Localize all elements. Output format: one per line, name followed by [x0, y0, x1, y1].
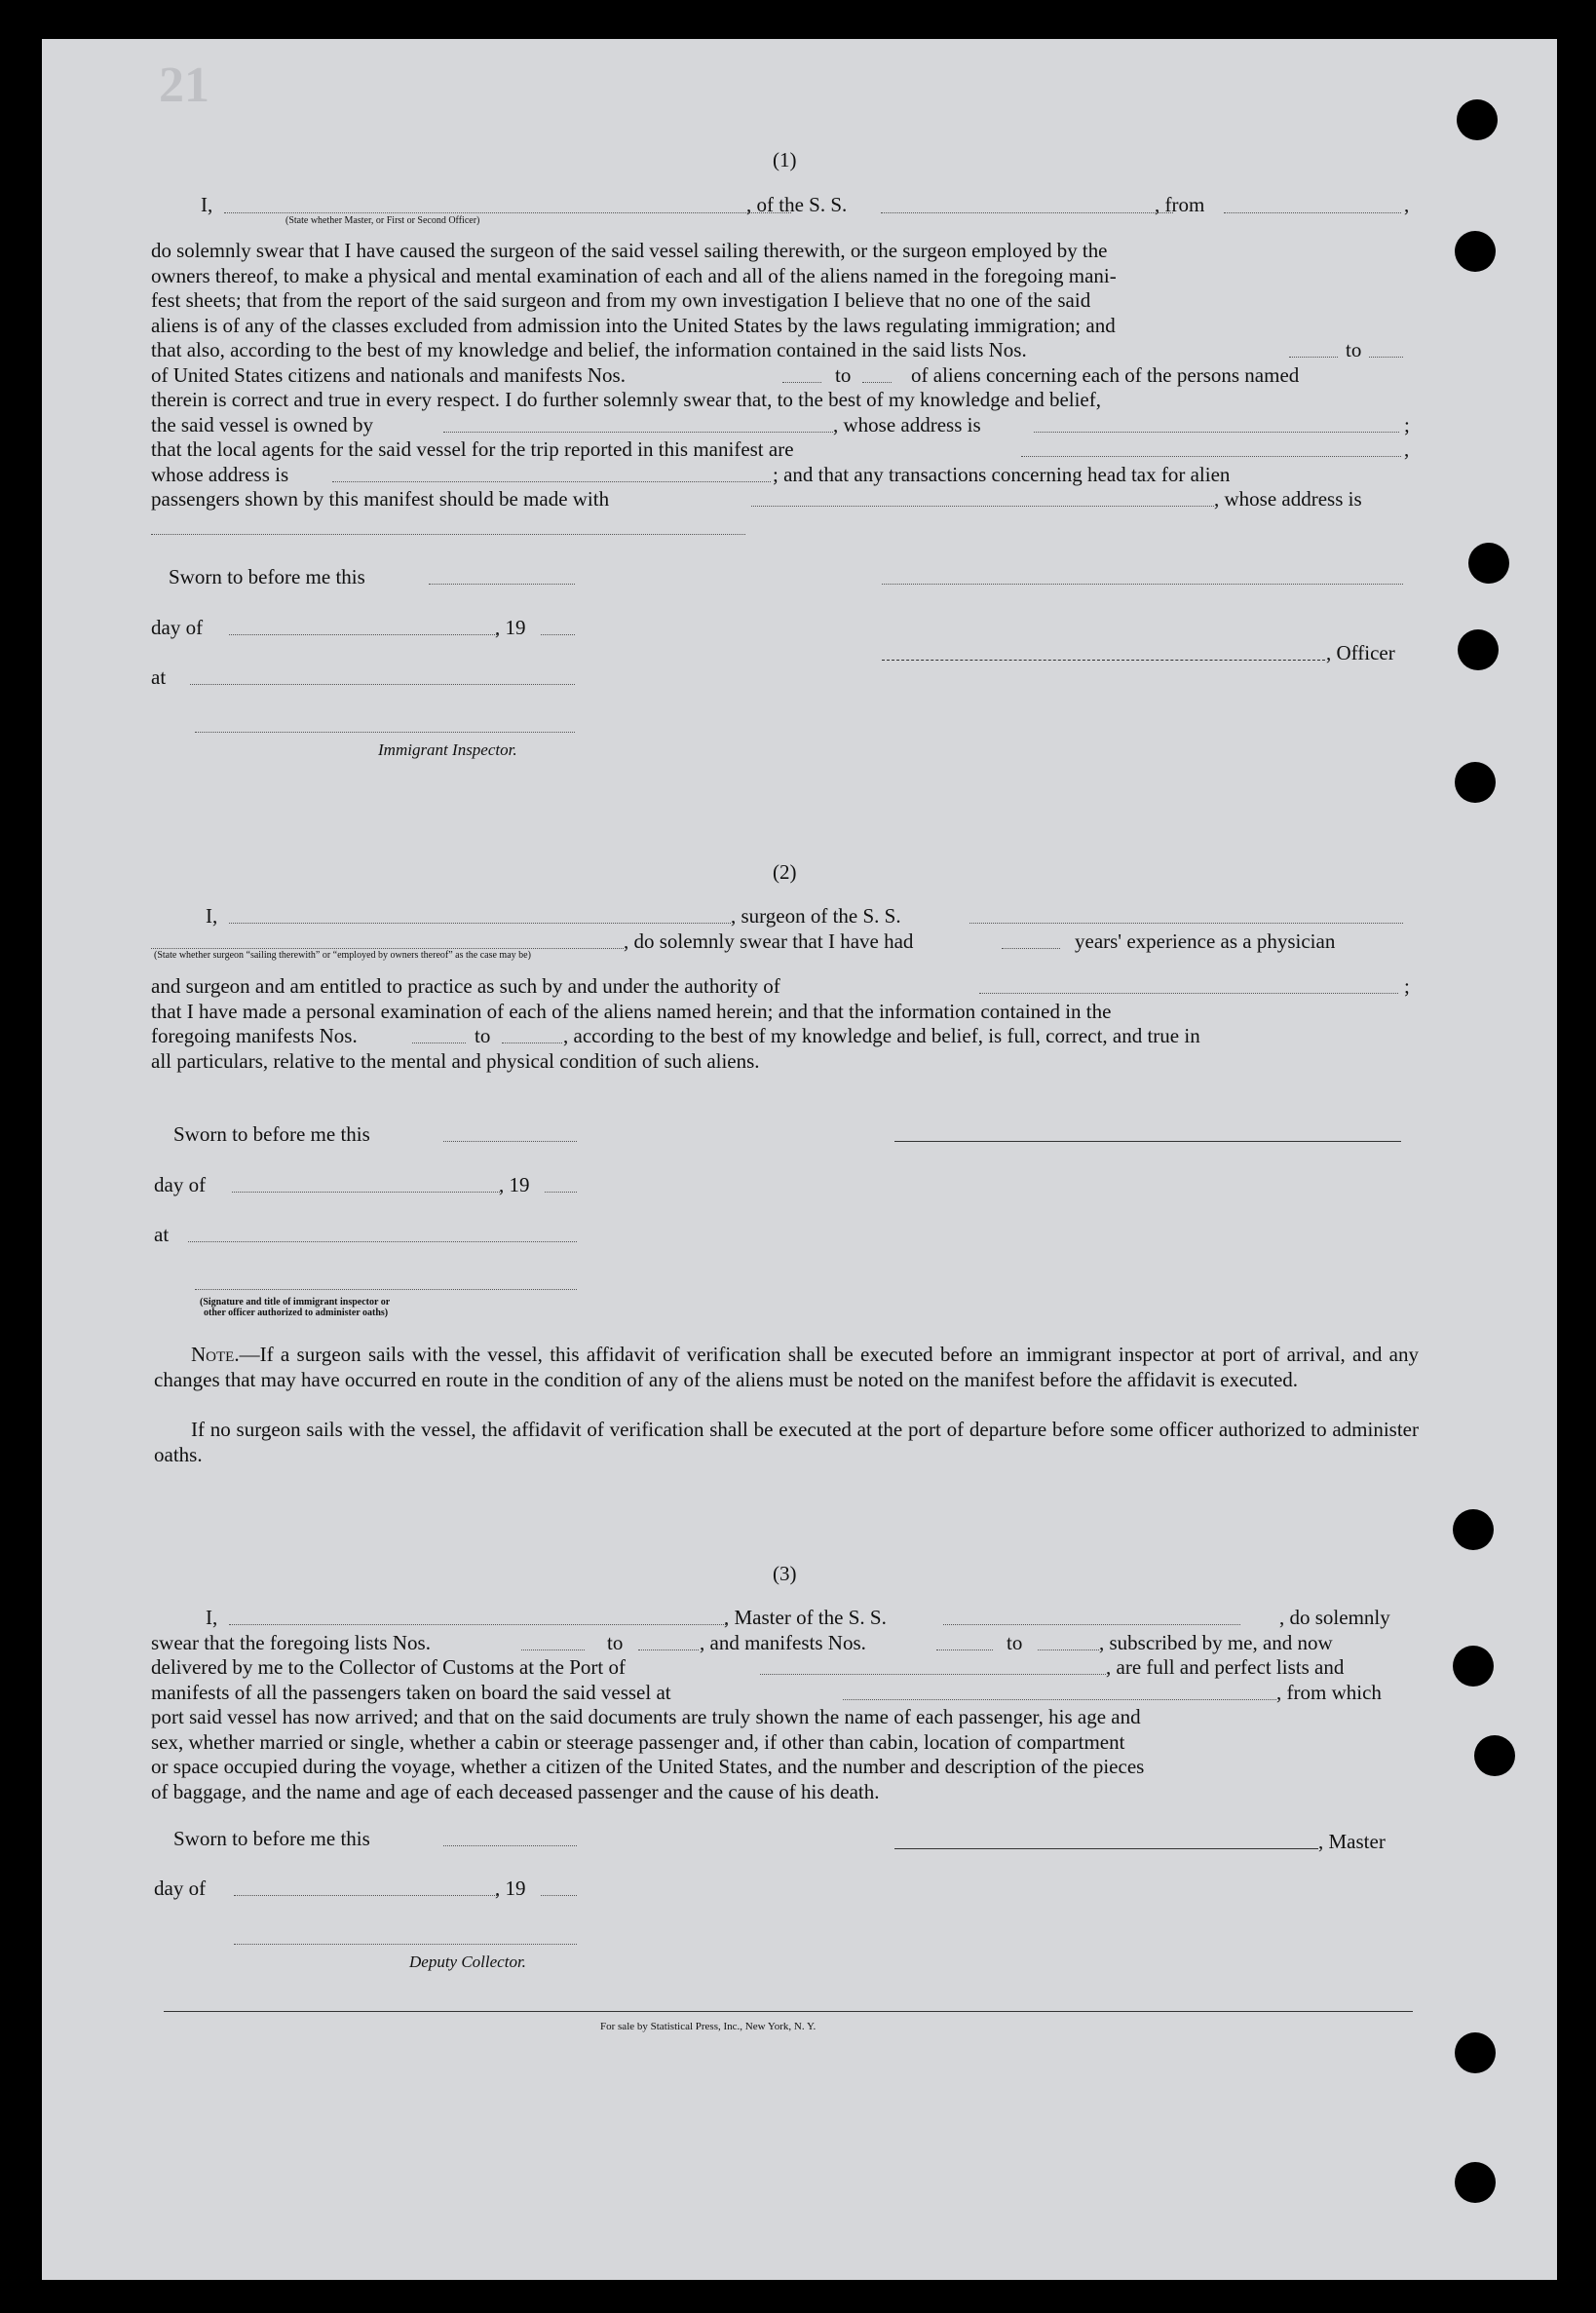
sec2-year-field[interactable] — [545, 1192, 577, 1193]
sec3-line2a: swear that the foregoing lists Nos. — [151, 1631, 431, 1654]
sec1-sworn: Sworn to before me this — [169, 565, 365, 588]
punch-hole — [1474, 1735, 1515, 1776]
sec3-master: , Master — [1318, 1830, 1386, 1853]
sec3-do-solemnly: , do solemnly — [1279, 1606, 1390, 1629]
sec2-surgeon-of: , surgeon of the S. S. — [731, 904, 901, 928]
punch-hole — [1453, 1509, 1494, 1550]
sec2-sworn: Sworn to before me this — [173, 1122, 370, 1146]
sec2-sig-note-1: (Signature and title of immigrant inspector or — [200, 1297, 391, 1308]
sec3-master-of: , Master of the S. S. — [724, 1606, 887, 1629]
sec3-manifests-to-field[interactable] — [1038, 1649, 1099, 1650]
sec2-officer-signature-line[interactable] — [195, 1289, 577, 1290]
manifests-from-field[interactable] — [782, 382, 821, 383]
sec3-line4b: , from which — [1276, 1681, 1382, 1704]
sec2-sig-note-2: other officer authorized to administer oaths) — [204, 1308, 389, 1318]
lists-from-field[interactable] — [1289, 357, 1338, 358]
sec2-sworn-date-field[interactable] — [443, 1141, 577, 1142]
sec2-vessel-field[interactable] — [969, 923, 1403, 924]
sec2-swear-had: , do solemnly swear that I have had — [624, 929, 914, 953]
sec1-line8a: the said vessel is owned by — [151, 413, 374, 436]
sec1-day-field[interactable] — [229, 634, 497, 635]
note-paragraph-2: If no surgeon sails with the vessel, the affidavit of verification shall be executed at the port of departure before some officer authorized to administer oaths. — [154, 1418, 1419, 1466]
sec3-sworn: Sworn to before me this — [173, 1827, 370, 1850]
master-name-field[interactable] — [224, 212, 791, 213]
sec1-at: at — [151, 665, 167, 689]
section-2-number: (2) — [773, 860, 797, 884]
sec1-line1: do solemnly swear that I have caused the surgeon of the said vessel sailing therewith, or the surgeon employed by the — [151, 239, 1108, 262]
local-agents-field[interactable] — [1021, 456, 1401, 457]
practice-authority-field[interactable] — [979, 993, 1398, 994]
sec2-place-field[interactable] — [188, 1241, 577, 1242]
sec3-line2d: to — [1007, 1631, 1023, 1654]
punch-hole — [1455, 762, 1496, 803]
sec3-line6: sex, whether married or single, whether a cabin or steerage passenger and, if other than cabin, location of compartment — [151, 1730, 1125, 1754]
punch-hole — [1457, 99, 1498, 140]
sec3-line8: of baggage, and the name and age of each deceased passenger and the cause of his death. — [151, 1780, 880, 1803]
sec1-inspector: Immigrant Inspector. — [378, 740, 517, 759]
sec1-i: I, — [201, 193, 213, 216]
sec2-day-of: day of — [154, 1173, 207, 1196]
sec1-line2: owners thereof, to make a physical and mental examination of each and all of the aliens named in the foregoing mani- — [151, 264, 1117, 287]
agents-address-field[interactable] — [332, 481, 771, 482]
punch-hole — [1455, 2032, 1496, 2073]
sec2-line6: all particulars, relative to the mental and physical condition of such aliens. — [151, 1049, 760, 1073]
sec1-line4: aliens is of any of the classes excluded from admission into the United States by the laws regulating immigration; and — [151, 314, 1116, 337]
note-text-1: —If a surgeon sails with the vessel, this affidavit of verification shall be executed before an immigrant inspector at port of arrival, and any changes that may have occurred en route in the condition of any of the aliens must be noted on the manifest before the affidavit is executed. — [154, 1343, 1419, 1391]
surgeon-status-field[interactable] — [151, 948, 624, 949]
sec1-line8c: ; — [1404, 413, 1410, 436]
sec2-state-note: (State whether surgeon “sailing therewith” or “employed by owners thereof” as the case may be) — [154, 950, 531, 961]
note-paragraph-1 — [154, 1343, 1419, 1392]
sec1-line8b: , whose address is — [833, 413, 981, 436]
sec1-place-field[interactable] — [190, 684, 575, 685]
sec1-line7: therein is correct and true in every respect. I do further solemnly swear that, to the best of my knowledge and belief, — [151, 388, 1101, 411]
sec2-i: I, — [206, 904, 218, 928]
corner-mark: 21 — [159, 57, 209, 113]
sec3-vessel-field[interactable] — [943, 1624, 1240, 1625]
sec1-state-note: (State whether Master, or First or Second Officer) — [285, 215, 480, 226]
punch-hole — [1453, 1646, 1494, 1687]
punch-hole — [1455, 2162, 1496, 2203]
sec3-lists-to-field[interactable] — [638, 1649, 699, 1650]
collector-port-field[interactable] — [760, 1674, 1106, 1675]
sec1-line6c: of aliens concerning each of the persons named — [911, 363, 1300, 387]
sec3-line4a: manifests of all the passengers taken on board the said vessel at — [151, 1681, 671, 1704]
sec1-officer: , Officer — [1326, 641, 1395, 664]
lists-to-field[interactable] — [1369, 357, 1403, 358]
sec1-line9b: , — [1404, 437, 1410, 461]
sec1-line3: fest sheets; that from the report of the said surgeon and from my own investigation I believe that no one of the said — [151, 288, 1091, 312]
note-label: Note. — [191, 1343, 240, 1366]
form-page — [42, 39, 1557, 2280]
sec1-line9a: that the local agents for the said vessel for the trip reported in this manifest are — [151, 437, 794, 461]
collector-signature-line[interactable] — [234, 1944, 577, 1945]
sec1-year-field[interactable] — [541, 634, 575, 635]
sec2-line4: that I have made a personal examination of each of the aliens named herein; and that the information contained in the — [151, 1000, 1112, 1023]
sec1-from: , from — [1155, 193, 1205, 216]
sec1-signature-line[interactable] — [882, 584, 1403, 585]
section-1-number: (1) — [773, 148, 797, 171]
sec3-collector: Deputy Collector. — [409, 1953, 526, 1971]
sec3-line5: port said vessel has now arrived; and that on the said documents are truly shown the name of each passenger, his age and — [151, 1705, 1141, 1728]
section-3-number: (3) — [773, 1562, 797, 1585]
punch-hole — [1455, 231, 1496, 272]
sec3-lists-from-field[interactable] — [521, 1649, 585, 1650]
inspector-signature-line[interactable] — [195, 732, 575, 733]
surgeon-signature-line[interactable] — [894, 1141, 1401, 1142]
sec1-line11b: , whose address is — [1214, 487, 1362, 511]
sec3-line2c: , and manifests Nos. — [700, 1631, 866, 1654]
sec2-line3b: ; — [1404, 974, 1410, 998]
owner-field[interactable] — [443, 432, 833, 433]
sec3-manifests-from-field[interactable] — [936, 1649, 993, 1650]
sec2-day-field[interactable] — [232, 1192, 500, 1193]
sec3-master-name-field[interactable] — [229, 1624, 726, 1625]
sec1-comma: , — [1404, 193, 1410, 216]
sec2-years: years' experience as a physician — [1075, 929, 1336, 953]
sec3-nineteen: , 19 — [495, 1877, 526, 1900]
sec3-line3b: , are full and perfect lists and — [1106, 1655, 1345, 1679]
sec2-line5a: foregoing manifests Nos. — [151, 1024, 358, 1047]
sec3-line2e: , subscribed by me, and now — [1099, 1631, 1333, 1654]
sec2-line5c: , according to the best of my knowledge and belief, is full, correct, and true in — [563, 1024, 1200, 1047]
sec2-line3a: and surgeon and am entitled to practice as such by and under the authority of — [151, 974, 780, 998]
sec2-at: at — [154, 1223, 170, 1246]
surgeon-name-field[interactable] — [229, 923, 731, 924]
officer-signature-line[interactable] — [882, 660, 1325, 661]
sec1-line11a: passengers shown by this manifest should be made with — [151, 487, 610, 511]
sec1-line6a: of United States citizens and nationals and manifests Nos. — [151, 363, 626, 387]
sec1-line6b: to — [835, 363, 852, 387]
years-experience-field[interactable] — [1002, 948, 1060, 949]
master-signature-line[interactable] — [894, 1848, 1318, 1849]
punch-hole — [1468, 543, 1509, 584]
sec1-line5b: to — [1346, 338, 1362, 361]
sec3-line2b: to — [607, 1631, 624, 1654]
head-tax-address-field[interactable] — [151, 534, 745, 535]
sec3-line7: or space occupied during the voyage, whether a citizen of the United States, and the number and description of the pieces — [151, 1755, 1145, 1778]
footer-imprint: For sale by Statistical Press, Inc., New York, N. Y. — [600, 2021, 817, 2032]
head-tax-agent-field[interactable] — [751, 506, 1214, 507]
vessel-name-field[interactable] — [881, 212, 1173, 213]
sec3-i: I, — [206, 1606, 218, 1629]
sec1-of-ss: , of the S. S. — [746, 193, 848, 216]
sec3-line3a: delivered by me to the Collector of Customs at the Port of — [151, 1655, 626, 1679]
sec1-nineteen: , 19 — [495, 616, 526, 639]
sec1-day-of: day of — [151, 616, 204, 639]
boarding-port-field[interactable] — [843, 1699, 1276, 1700]
sec1-line10a: whose address is — [151, 463, 289, 486]
sec1-line10b: ; and that any transactions concerning head tax for alien — [773, 463, 1231, 486]
sec1-sworn-date-field[interactable] — [429, 584, 575, 585]
from-port-field[interactable] — [1224, 212, 1401, 213]
sec1-line5a: that also, according to the best of my knowledge and belief, the information contained in the said lists Nos. — [151, 338, 1027, 361]
sec3-sworn-date-field[interactable] — [443, 1845, 577, 1846]
sec3-day-of: day of — [154, 1877, 207, 1900]
footer-rule — [164, 2011, 1413, 2012]
sec3-year-field[interactable] — [541, 1895, 577, 1896]
sec3-day-field[interactable] — [234, 1895, 497, 1896]
sec2-nineteen: , 19 — [499, 1173, 530, 1196]
manifests-to-field[interactable] — [862, 382, 892, 383]
punch-hole — [1458, 629, 1499, 670]
sec2-line5b: to — [475, 1024, 491, 1047]
owner-address-field[interactable] — [1034, 432, 1399, 433]
